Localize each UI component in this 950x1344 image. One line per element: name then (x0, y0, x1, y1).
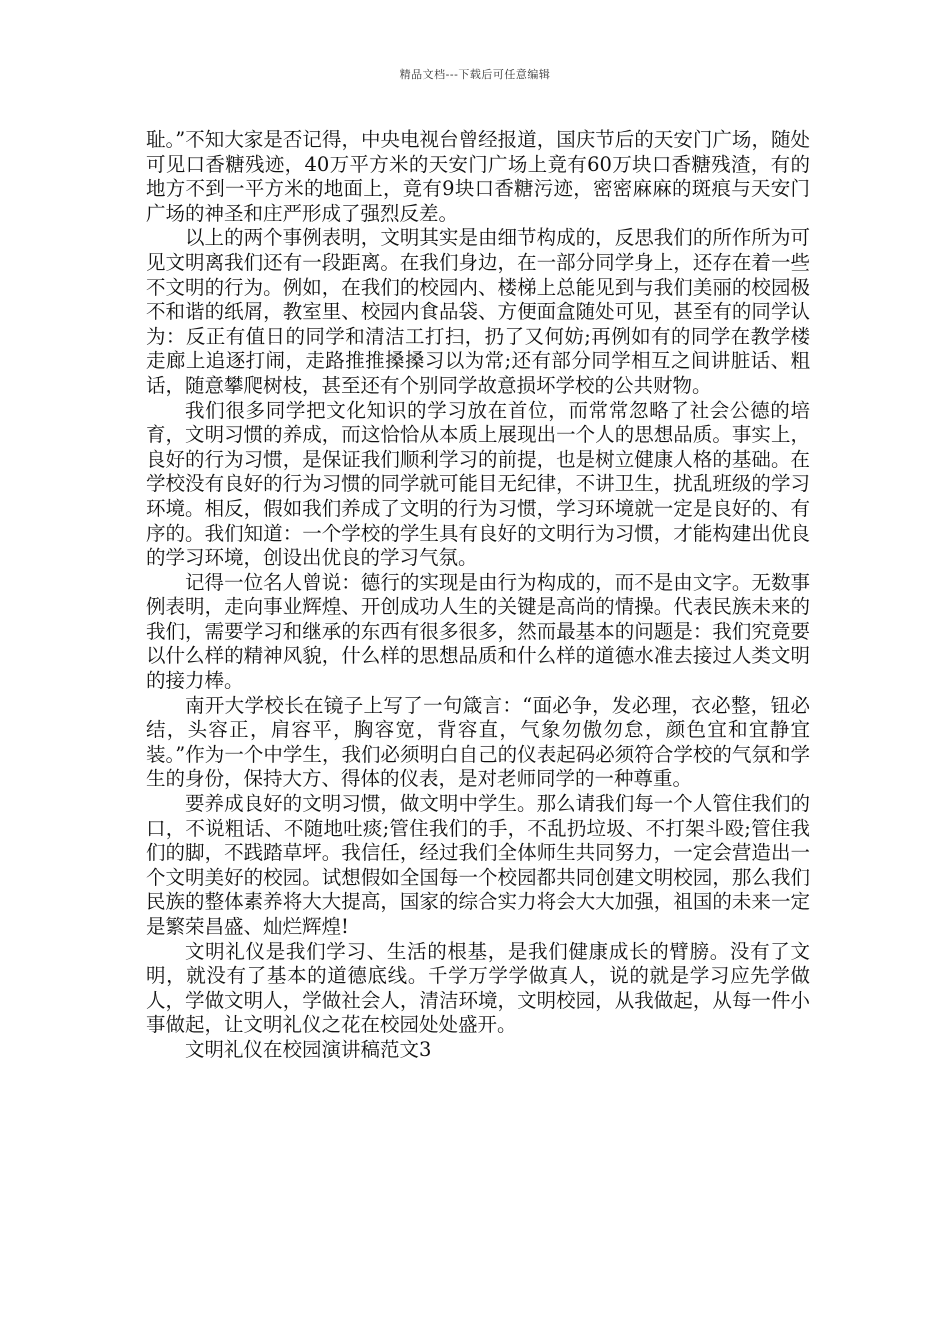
paragraph-6: 要养成良好的文明习惯，做文明中学生。那么请我们每一个人管住我们的口，不说粗话、不随地吐痰;管住我们的手，不乱扔垃圾、不打架斗殴;管住我们的脚，不践踏草坪。我信任，经过我们全体师生共同努力，一定会营造出一个文明美好的校园。试想假如全国每一个校园都共同创建文明校园，那么我们民族的整体素养将大大提高，国家的综合实力将会大大加强，祖国的未来一定是繁荣昌盛、灿烂辉煌! (146, 792, 810, 938)
document-body (146, 128, 810, 1063)
page-header: 精品文档---下载后可任意编辑 (399, 68, 551, 81)
paragraph-2: 以上的两个事例表明，文明其实是由细节构成的，反思我们的所作所为可见文明离我们还有一段距离。在我们身边，在一部分同学身上，还存在着一些不文明的行为。例如，在我们的校园内、楼梯上总能见到与我们美丽的校园极不和谐的纸屑，教室里、校园内食品袋、方便面盒随处可见，甚至有的同学认为：反正有值日的同学和清洁工打扫，扔了又何妨;再例如有的同学在教学楼走廊上追逐打闹，走路推推搡搡习以为常;还有部分同学相互之间讲脏话、粗话，随意攀爬树枝，甚至还有个别同学故意损坏学校的公共财物。 (146, 226, 810, 397)
paragraph-4: 记得一位名人曾说：德行的实现是由行为构成的，而不是由文字。无数事例表明，走向事业辉煌、开创成功人生的关键是高尚的情操。代表民族未来的我们，需要学习和继承的东西有很多很多，然而最基本的问题是：我们究竟要以什么样的精神风貌，什么样的思想品质和什么样的道德水准去接过人类文明的接力棒。 (146, 570, 810, 693)
paragraph-1: 耻。”不知大家是否记得，中央电视台曾经报道，国庆节后的天安门广场，随处可见口香糖残迹，40万平方米的天安门广场上竟有60万块口香糖残渣，有的地方不到一平方米的地面上，竟有9块口香糖污迹，密密麻麻的斑痕与天安门广场的神圣和庄严形成了强烈反差。 (146, 128, 810, 225)
paragraph-3: 我们很多同学把文化知识的学习放在首位，而常常忽略了社会公德的培育，文明习惯的养成，而这恰恰从本质上展现出一个人的思想品质。事实上，良好的行为习惯，是保证我们顺利学习的前提，也是树立健康人格的基础。在学校没有良好的行为习惯的同学就可能目无纪律，不讲卫生，扰乱班级的学习环境。相反，假如我们养成了文明的行为习惯，学习环境就一定是良好的、有序的。我们知道：一个学校的学生具有良好的文明行为习惯，才能构建出优良的学习环境，创设出优良的学习气氛。 (146, 398, 810, 570)
paragraph-7: 文明礼仪是我们学习、生活的根基，是我们健康成长的臂膀。没有了文明，就没有了基本的道德底线。千学万学学做真人，说的就是学习应先学做人，学做文明人，学做社会人，清洁环境，文明校园，从我做起，从每一件小事做起，让文明礼仪之花在校园处处盛开。 (146, 939, 810, 1037)
section-heading: 文明礼仪在校园演讲稿范文3 (185, 1037, 432, 1061)
paragraph-5: 南开大学校长在镜子上写了一句箴言：“面必争，发必理，衣必整，钮必结，头容正，肩容平，胸容宽，背容直，气象勿傲勿怠，颜色宜和宜静宜装。”作为一个中学生，我们必须明白自己的仪表起码必须符合学校的气氛和学生的身份，保持大方、得体的仪表，是对老师同学的一种尊重。 (146, 693, 810, 791)
